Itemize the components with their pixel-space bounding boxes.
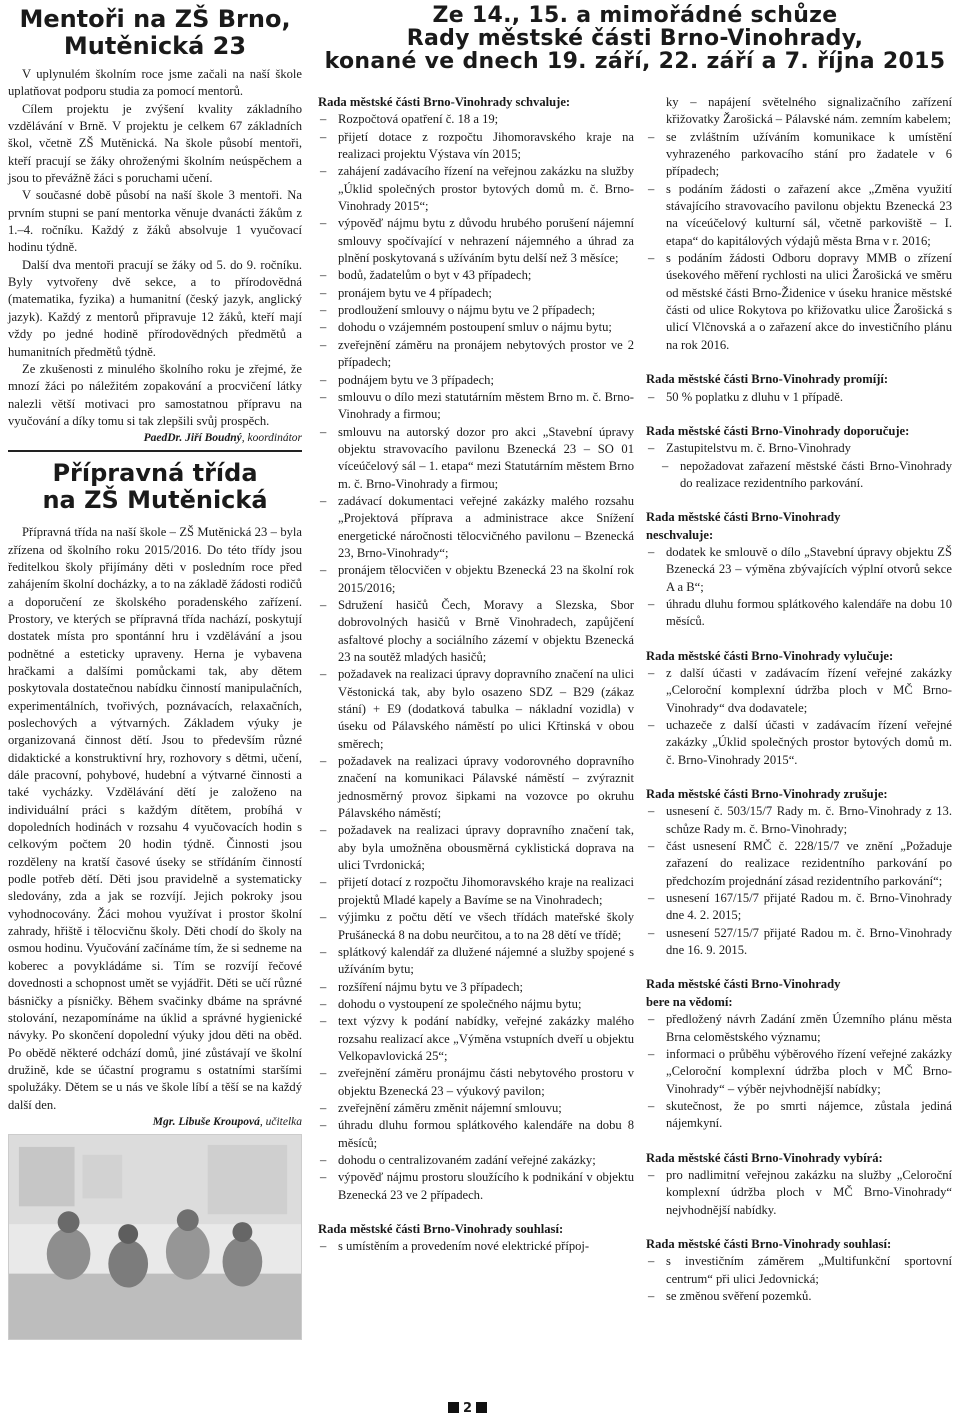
neschvaluje-list [646,544,952,631]
list-item: – dohodu o vzájemném postoupení smluv o nájmu bytu; [318,319,634,336]
list-item: – zveřejnění záměru na pronájem nebytových prostor ve 2 případech; [318,337,634,372]
signature-name: PaedDr. Jiří Boudný [143,432,242,445]
list-item: – zveřejnění záměru pronájmu části nebytového prostoru v objektu Bzenecká 23 – výukový pavilon; [318,1065,634,1100]
council-title-block [318,4,952,73]
list-item: – pronájem tělocvičen v objektu Bzenecká 23 na školní rok 2015/2016; [318,562,634,597]
pripravna-title [8,460,302,514]
mentori-paragraph: V uplynulém školním roce jsme začali na naší škole uplatňovat podporu studia za pomocí mentorů. [8,67,302,99]
section-divider [8,450,302,452]
neschvaluje-heading [646,509,952,544]
page-footer [444,1401,491,1416]
list-item: – podnájem bytu ve 3 případech; [318,372,634,389]
square-icon [448,1402,459,1413]
list-item: – výjimku z počtu dětí ve všech třídách mateřské školy Prušánecká 8 na dobu neurčitou, a to na 28 dětí ve třídě; [318,909,634,944]
list-item: – se změnou svěření pozemků. [646,1288,952,1305]
list-item: – prodloužení smlouvy o nájmu bytu ve 2 případech; [318,302,634,319]
list-item: – s podáním žádosti o zařazení akce „Změna využití stávajícího stravovacího pavilonu objektu Bzenecká 23 na víceúčelový kulturní sál, včetně parkoviště – I. etapa“ do kapitálových výdajů města Brna v r. 2016; [646,181,952,250]
classroom-photo [8,1134,302,1340]
list-item: – s umístěním a provedením nové elektrické přípoj- [318,1238,634,1255]
list-item: – úhradu dluhu formou splátkového kalendáře na dobu 10 měsíců. [646,596,952,631]
list-item: – splátkový kalendář za dlužené nájemné a služby spojené s užíváním bytu; [318,944,634,979]
list-item: ky – napájení světelného signalizačního zařízení křižovatky Žarošická – Pálavské nám. zemním kabelem; [666,95,952,127]
council-title [318,4,952,73]
council-title-line-1: Ze 14., 15. a mimořádné schůze [432,3,838,28]
list-item: – Sdružení hasičů Čech, Moravy a Slezska, Sbor dobrovolných hasičů v Brně Vinohradech, zapůjčení asfaltové plochy a sociálního zázemí v objektu Bzenecká 23 na soutěž mladých hasičů; [318,597,634,666]
vylucuje-list [646,665,952,769]
souhlasi-heading: Rada městské části Brno-Vinohrady souhlasí: [318,1222,564,1236]
heading-line: Rada městské části Brno-Vinohrady [646,977,841,992]
list-item: – text výzvy k podání nabídky, veřejné zakázky malého rozsahu realizací akce „Výměna vstupních dveří u objektu Velkopavlovická 25“; [318,1013,634,1065]
council-title-line-3: konané ve dnech 19. září, 22. září a 7. října 2015 [324,49,946,74]
list-item: – 50 % poplatku z dluhu v 1 případě. [646,389,952,406]
bere-heading [646,976,952,1011]
right-column [646,94,952,1305]
mentori-paragraph: Další dva mentoři pracují se žáky od 5. do 9. ročníku. Byly vytvořeny dvě sekce, a to přírodovědná (matematika, fyzika) a humanitní (český jazyk, anglický jazyk). Každý z mentorů připravuje 12 žáků, kteří mají vždy po jedné hodině přírodovědných předmětů a humanitních předmětů týdně. [8,257,302,359]
list-item: – dohodu o centralizovaném zadání veřejné zakázky; [318,1152,634,1169]
council-title-line-2: Rady městské části Brno-Vinohrady, [406,26,864,51]
schvaluje-heading: Rada městské části Brno-Vinohrady schvaluje: [318,95,571,109]
souhlasi-list-continued [646,129,952,354]
vybira-list [646,1167,952,1219]
list-item: – rozšíření nájmu bytu ve 3 případech; [318,979,634,996]
pripravna-title-line-1: Přípravná třída [52,459,258,488]
middle-column [318,94,634,1256]
list-item: – skutečnost, že po smrti nájemce, zůstala jediná nájemkyní. [646,1098,952,1133]
list-item: – část usnesení RMČ č. 228/15/7 ve znění „Požaduje zařazení do realizace rezidentního parkování po předchozím projednání zásad rezidentního parkování“; [646,838,952,890]
list-item: – bodů, žadatelům o byt v 43 případech; [318,267,634,284]
promija-list [646,389,952,406]
list-item: – usnesení č. 503/15/7 Rady m. č. Brno-Vinohrady z 13. schůze Rady m. č. Brno-Vinohrady; [646,803,952,838]
list-item: – zahájení zadávacího řízení na veřejnou zakázku na služby „Úklid společných prostor bytových domů m. č. Brno-Vinohrady 2015“; [318,163,634,215]
list-item: – pro nadlimitní veřejnou zakázku na služby „Celoroční komplexní údržba ploch v MČ Brno-Vinohrady“ nejvhodnější nabídky. [646,1167,952,1219]
list-item: – se zvláštním užíváním komunikace k umístění vyhrazeného parkovacího stání pro žadatele v 6 případech; [646,129,952,181]
list-item: – usnesení 527/15/7 přijaté Radou m. č. Brno-Vinohrady dne 16. 9. 2015. [646,925,952,960]
list-item: – požadavek na realizaci úpravy vodorovného dopravního značení na komunikaci Pálavské náměstí – zvýraznit jednosměrný provoz šipkami na vozovce po okruhu Pálavského náměstí; [318,753,634,822]
page-number: 2 [463,1401,473,1416]
list-item: – úhradu dluhu formou splátkového kalendáře na dobu 8 měsíců; [318,1117,634,1152]
zrusuje-list [646,803,952,959]
list-item: – přijetí dotací z rozpočtu Jihomoravského kraje na realizaci projektů Mladé kapely a Bavíme se na Vinohradech; [318,874,634,909]
mentori-signature [8,432,302,444]
heading-line: Rada městské části Brno-Vinohrady [646,510,841,525]
pripravna-paragraph: Přípravná třída na naší škole – ZŠ Mutěnická 23 – byla zřízena od školního roku 2015/2016. Do této třídy jsou ředitelkou školy přijímány děti v posledním roce před zahájením školní docházky, a to na základě žádosti rodičů a doporučení ze školského poradenského zařízení. Prostory, ve kterých se přípravná třída nachází, poskytují dostatek místa pro spontánní hru i vzdělávání a jsou podnětné a esteticky upraveny. Herna je vybavena hračkami a dalšími pomůckami tak, aby dětem poskytovala dostatečnou nabídku činností manipulačních, experimentálních, tvořivých, poznávacích, relaxačních, poslechových a výtvarných. Základem výuky je organizovaná činnost dětí. Jsou to především různé didaktické a konstruktivní hry, rozhovory s dětmi, učení, dále pracovní, pohybové, hudební a výtvarné činnosti a také vycházky. Vzdělávání dětí je založeno na individuální práci s každým dítětem, probíhá v dopoledních hodinách v rozsahu 4 vyučovacích hodin s celkovým počtem 20 hodin týdně. Činnosti jsou rozděleny na kratší časové úseky se střídáním činností podle potřeb dětí. Děti jsou pravidelně a systematicky sledovány, zda a jak se rozvíjí. Jejich pokroky jsou vyhodnocovány. Žáci mohou využívat i prostor školní zahrady, hřiště i tělocvičnu školy. Děti chodí do školy na osmou hodinu. Vyučování začínáme tím, že si sedneme na koberec a povykládáme si. Tím se rozvíjí řečové dovednosti a schopnost umět se vyjádřit. Děti se učí různé básničky a písničky. Během svačinky dbáme na správné stolování, nezapomínáme na úklid a správné hygienické návyky. Po skončení dopolední výuky jdou děti na oběd. Po obědě některé odchází domů, jiné zůstávají ve školní družině, kde se účastní programu s ostatními staršími spolužáky. Dětem se u nás ve škole líbí a těší se na každý další den. [8,525,302,1112]
pripravna-signature [8,1116,302,1128]
list-item: – dodatek ke smlouvě o dílo „Stavební úpravy objektu ZŠ Bzenecká 23 – výměna zbývajících výplní otvorů sekce A a B“; [646,544,952,596]
list-item: – Rozpočtová opatření č. 18 a 19; [318,111,634,128]
list-item: – požadavek na realizaci úpravy dopravního značení na ulici Věstonická tak, aby bylo osazeno SDZ – B29 (zákaz stání) + E9 (dodatková tabulka – nákladní vozidla) v úseku od Pálavského náměstí po ulici Křtinská v obou směrech; [318,666,634,753]
list-item: – dohodu o vystoupení ze společného nájmu bytu; [318,996,634,1013]
list-item: – s investičním záměrem „Multifunkční sportovní centrum“ při ulici Jedovnická; [646,1253,952,1288]
souhlasi2-heading: Rada městské části Brno-Vinohrady souhlasí: [646,1236,892,1251]
list-item: – s podáním žádosti Odboru dopravy MMB o zřízení úsekového měření rychlosti na ulici Žarošická ve směru od městské části Brno-Židenice v úseku hranice městské části od ulice Rokytova po křižovatku ulice Žarošická s ulicí Vlčnovská a o zařazení akce do investičního plánu na rok 2016. [646,250,952,354]
mentori-paragraph: Ze zkušenosti z minulého školního roku je zřejmé, že mnozí žáci po náležitém zopakování a procvičení látky nalezli větší motivaci pro samostatnou přípravu na vyučování a díky tomu si tak zlepšili svůj prospěch. [8,361,302,428]
list-item: – smlouvu na autorský dozor pro akci „Stavební úpravy objektu stravovacího pavilonu Bzenecká 23 – SO 01 víceúčelový sál – 1. etapa“ mezi Statutárním městem Brno m. č. Brno-Vinohrady a firmou; [318,424,634,493]
signature-role: , učitelka [259,1115,302,1128]
list-item: – zveřejnění záměru změnit nájemní smlouvu; [318,1100,634,1117]
list-item: – Zastupitelstvu m. č. Brno-Vinohrady [646,440,952,457]
list-item: – uchazeče z další účasti v zadávacím řízení veřejné zakázky „Úklid společných prostor bytových domů m. č. Brno-Vinohrady 2015“. [646,717,952,769]
continued-list [646,94,952,129]
list-item: – přijetí dotace z rozpočtu Jihomoravského kraje na realizaci projektu Výstava vín 2015; [318,129,634,164]
souhlasi2-list [646,1253,952,1305]
mentori-title-line-2: Mutěnická 23 [63,32,247,60]
bere-list [646,1011,952,1132]
doporucuje-list [646,440,952,492]
mentori-title [8,6,302,60]
list-item: – požadavek na realizaci úpravy dopravního značení tak, aby byla umožněna obousměrná cyklistická doprava na ulici Tvrdonická; [318,822,634,874]
list-item: – pronájem bytu ve 4 případech; [318,285,634,302]
pripravna-title-line-2: na ZŠ Mutěnická [42,486,268,515]
heading-line: bere na vědomí: [646,994,733,1009]
list-item: – výpověď nájmu prostoru sloužícího k podnikání v objektu Bzenecká 23 ve 2 případech. [318,1169,634,1204]
souhlasi-list [318,1238,634,1255]
schvaluje-list [318,111,634,1204]
mentori-paragraph: V současné době působí na naší škole 3 mentoři. Na prvním stupni se paní mentorka věnuje dvanácti žákům z 1.–4. ročníku. Každý z žáků absolvuje 1 vyučovací hodinu týdně. [8,188,302,255]
list-item: – informaci o průběhu výběrového řízení veřejné zakázky „Celoroční komplexní údržba ploch v MČ Brno-Vinohrady“ – výběr nejvhodnější nabídky; [646,1046,952,1098]
vylucuje-heading: Rada městské části Brno-Vinohrady vylučuje: [646,648,894,663]
list-item: – zadávací dokumentaci veřejné zakázky malého rozsahu „Projektová příprava a administrace akce Snížení energetické náročnosti tělocvičného pavilonu – Bzenecká 23, Brno-Vinohrady“; [318,493,634,562]
left-column [8,6,302,1345]
square-icon [476,1402,487,1413]
list-item: – usnesení 167/15/7 přijaté Radou m. č. Brno-Vinohrady dne 4. 2. 2015; [646,890,952,925]
doporucuje-heading: Rada městské části Brno-Vinohrady doporučuje: [646,423,910,438]
vybira-heading: Rada městské části Brno-Vinohrady vybírá: [646,1150,883,1165]
zrusuje-heading: Rada městské části Brno-Vinohrady zrušuje: [646,787,888,802]
list-subitem: – nepožadovat zařazení městské části Brno-Vinohrady do realizace rezidentního parkování. [646,458,952,493]
list-item: – z další účasti v zadávacím řízení veřejné zakázky „Celoroční komplexní údržba ploch v MČ Brno-Vinohrady“ dva dodavatele; [646,665,952,717]
promija-heading: Rada městské části Brno-Vinohrady promíjí: [646,372,889,387]
list-item: – výpověď nájmu bytu z důvodu hrubého porušení nájemní smlouvy spočívající v nehrazení nájemného a úhrad za plnění poskytovaná s užíváním bytu delší než 3 měsíce; [318,215,634,267]
signature-role: , koordinátor [241,432,302,445]
mentori-paragraph: Cílem projektu je zvýšení kvality základního vzdělávání v Brně. V projektu je celkem 67 základních škol, včetně ZŠ Mutěnická. Na škole působí mentoři, kteří pracují se žáky ohroženými školním neúspěchem a jsou to převážně žáci s poruchami učení. [8,101,302,186]
signature-name: Mgr. Libuše Kroupová [152,1115,260,1128]
list-item: – předložený návrh Zadání změn Územního plánu města Brna celoměstského významu; [646,1011,952,1046]
heading-line: neschvaluje: [646,527,714,542]
list-item: – smlouvu o dílo mezi statutárním městem Brno m. č. Brno-Vinohrady a firmou; [318,389,634,424]
mentori-title-line-1: Mentoři na ZŠ Brno, [19,5,291,33]
